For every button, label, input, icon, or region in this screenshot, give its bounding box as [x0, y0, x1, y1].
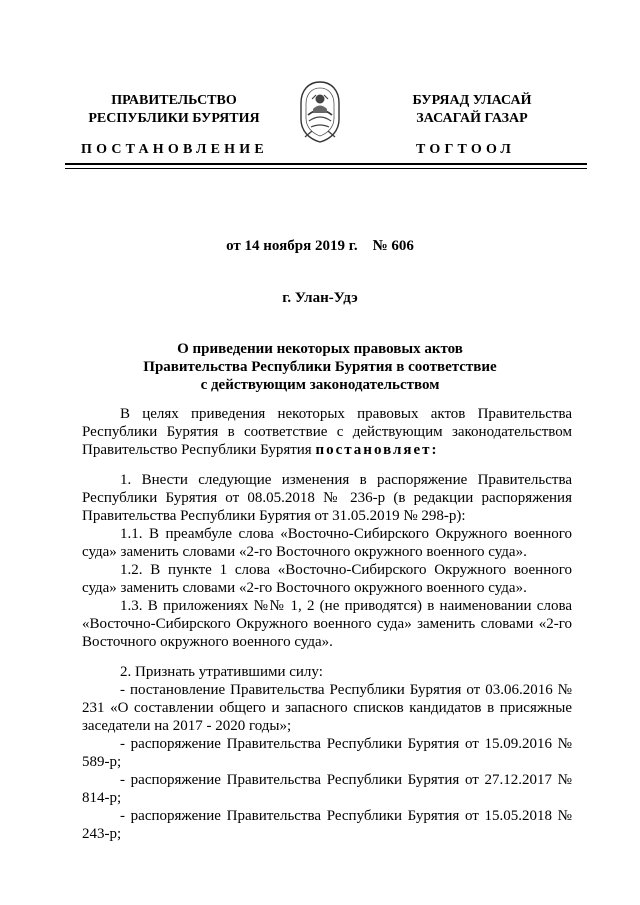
clause-2: 2. Признать утратившими силу: [120, 664, 323, 680]
clause-2-item-b: - распоряжение Правительства Республики Бурятия от 15.09.2016 № 589-р; [82, 736, 572, 770]
clause-2-item-a: - постановление Правительства Республики Бурятия от 03.06.2016 № 231 «О составлении общего и запасного списков кандидатов в присяжные заседатели на 2017 - 2020 годы»; [82, 682, 572, 734]
document-body [82, 405, 572, 843]
header-divider-thin [65, 168, 587, 169]
title-line-2: Правительства Республики Бурятия в соответствие [143, 359, 497, 375]
clause-1-2: 1.2. В пункте 1 слова «Восточно-Сибирского Окружного военного суда» заменить словами «2-го Восточного окружного военного суда». [82, 562, 572, 596]
doc-kind-buryat: ТОГТООЛ [416, 142, 516, 157]
issuer-line-2-buryat: ЗАСАГАЙ ГАЗАР [416, 111, 528, 126]
preamble-paragraph [82, 405, 572, 459]
document-date-number: от 14 ноября 2019 г. № 606 [226, 238, 414, 254]
coat-of-arms-icon [298, 79, 342, 145]
decree-word: постановляет: [315, 442, 439, 458]
clause-1: 1. Внести следующие изменения в распоряжение Правительства Республики Бурятия от 08.05.2018 № 236-р (в редакции распоряжения Правительства Республики Бурятия от 31.05.2019 № 298-р): [82, 472, 572, 524]
issuer-name-buryat [362, 92, 582, 128]
header-divider-thick [65, 163, 587, 165]
clause-2-item-c: - распоряжение Правительства Республики Бурятия от 27.12.2017 № 814-р; [82, 772, 572, 806]
issuer-line-1: ПРАВИТЕЛЬСТВО [111, 93, 237, 108]
clause-1-1: 1.1. В преамбуле слова «Восточно-Сибирского Окружного военного суда» заменить словами «2-го Восточного окружного военного суда». [82, 526, 572, 560]
title-line-3: с действующим законодательством [200, 377, 440, 393]
document-title [0, 340, 640, 394]
issuer-name-russian [64, 92, 284, 128]
clause-1-3: 1.3. В приложениях №№ 1, 2 (не приводятся) в наименовании слова «Восточно-Сибирского Окружного военного суда» заменить словами «2-го Восточного окружного военного суда». [82, 598, 572, 650]
title-line-1: О приведении некоторых правовых актов [177, 341, 463, 357]
issuer-line-2: РЕСПУБЛИКИ БУРЯТИЯ [88, 111, 260, 126]
issuer-line-1-buryat: БУРЯАД УЛАСАЙ [412, 93, 532, 108]
preamble-text: В целях приведения некоторых правовых актов Правительства Республики Бурятия в соответствие с действующим законодательством Правительство Республики Бурятия [82, 406, 572, 458]
doc-kind-russian: ПОСТАНОВЛЕНИЕ [81, 142, 268, 157]
document-city: г. Улан-Удэ [282, 290, 358, 306]
clause-2-item-d: - распоряжение Правительства Республики Бурятия от 15.05.2018 № 243-р; [82, 808, 572, 842]
